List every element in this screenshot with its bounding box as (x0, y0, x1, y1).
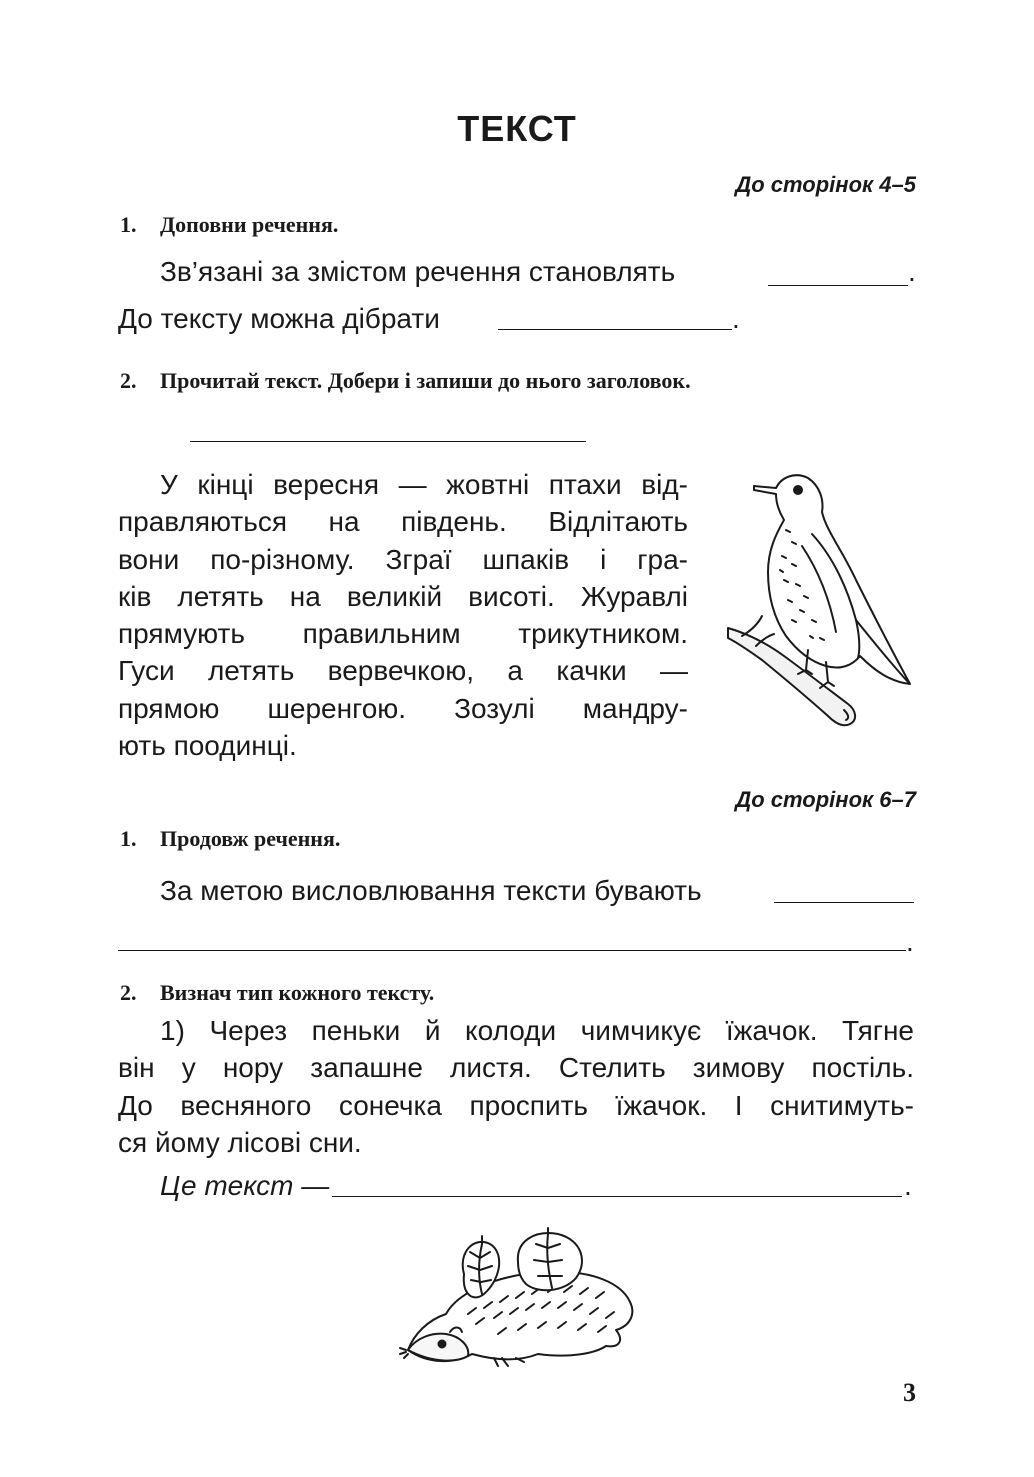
text-line: ків летять на великій висоті. Журавлі (118, 580, 688, 612)
text-line: 1) Через пеньки й колоди чимчикує їжачок. Тягне (160, 1015, 914, 1046)
bird-illustration (722, 460, 914, 736)
text-line: До весняного сонечка проспить їжачок. І снитимуть- (118, 1089, 914, 1121)
period: . (732, 303, 740, 334)
task-1-heading-2 (120, 826, 340, 852)
task-label: Прочитай текст. Добери і запиши до нього заголовок. (160, 368, 691, 393)
task-number: 1. (120, 212, 137, 237)
task-number: 2. (120, 368, 137, 393)
title-answer-line[interactable] (190, 441, 586, 442)
hedgehog-text (118, 1012, 914, 1161)
pages-reference-1: До сторінок 4–5 (735, 172, 916, 197)
answer-line[interactable] (774, 902, 914, 903)
answer-label: Це текст — (160, 1170, 330, 1201)
page-number: 3 (903, 1378, 916, 1407)
answer-line[interactable] (768, 285, 908, 286)
period: . (904, 1170, 912, 1201)
sentence-2: До тексту можна дібрати (118, 303, 440, 334)
text-line: ся йому лісові сни. (118, 1126, 362, 1158)
sentence-3: За метою висловлювання тексти бувають (160, 875, 702, 906)
text-line: У кінці вересня — жовтні птахи від- (160, 469, 688, 500)
task-label: Продовж речення. (160, 826, 341, 851)
text-line: він у нору запашне листя. Стелить зимову постіль. (118, 1052, 914, 1084)
text-line: правляються на південь. Відлітають (118, 506, 688, 538)
text-line: ють поодинці. (118, 730, 297, 762)
task-1-heading (120, 212, 338, 238)
page-title: ТЕКСТ (457, 108, 577, 149)
text-line: Гуси летять вервечкою, а качки — (118, 655, 688, 687)
text-line: прямують правильним трикутником. (118, 618, 688, 650)
period: . (906, 926, 914, 957)
answer-line[interactable] (332, 1196, 902, 1197)
text-line: прямою шеренгою. Зозулі мандру- (118, 692, 688, 724)
task-label: Визнач тип кожного тексту. (160, 980, 435, 1005)
period: . (908, 256, 916, 287)
task-2-heading (120, 368, 691, 394)
answer-line[interactable] (498, 329, 732, 330)
bird-text (118, 466, 688, 764)
hedgehog-illustration (398, 1222, 646, 1370)
sentence-1: Зв’язані за змістом речення становлять (160, 256, 676, 287)
answer-line-full[interactable] (118, 950, 906, 951)
task-number: 2. (120, 980, 137, 1005)
pages-reference-2: До сторінок 6–7 (735, 787, 916, 812)
task-label: Доповни речення. (160, 212, 339, 237)
task-number: 1. (120, 826, 137, 851)
task-2-heading-2 (120, 980, 434, 1006)
text-line: вони по-різному. Зграї шпаків і гра- (118, 543, 688, 575)
